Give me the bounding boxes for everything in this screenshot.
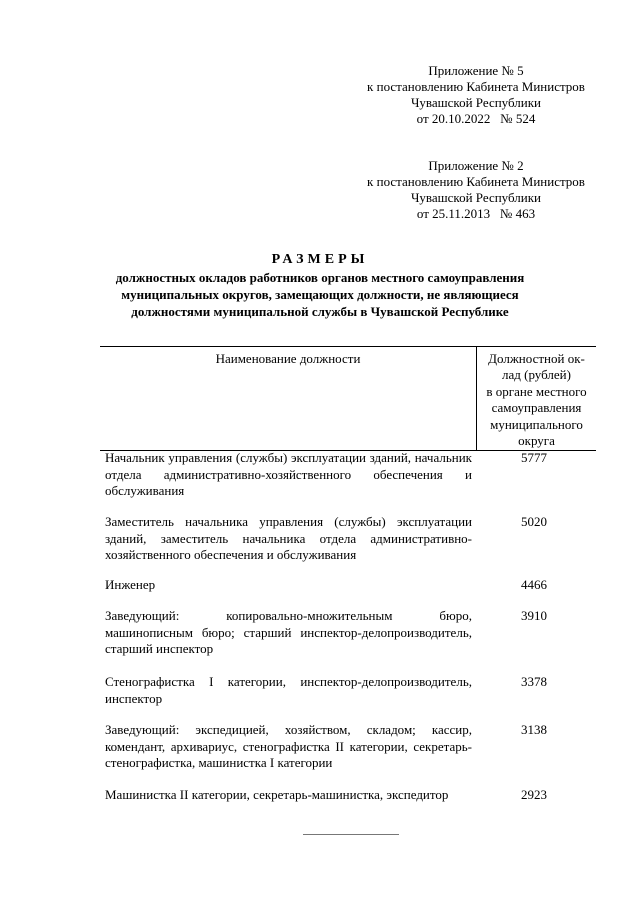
salary-header-line: Должностной ок- [488, 351, 585, 366]
title-line-2: муниципальных округов, замещающих должности, не являющиеся [121, 287, 519, 302]
column-header-salary [476, 347, 596, 450]
table-row [100, 787, 596, 804]
appendix-5-header [356, 63, 596, 127]
appendix-date-number: от 25.11.2013 № 463 [416, 206, 536, 221]
footer-separator [303, 834, 399, 835]
salary-value: 4466 [521, 577, 547, 592]
document-title [60, 251, 580, 320]
salary-value: 3138 [521, 722, 547, 737]
title-main: РАЗМЕРЫ [271, 252, 369, 267]
salary-header-line: округа [518, 433, 555, 449]
position-name: Начальник управления (службы) эксплуатации зданий, начальник отдела административно-хозяйственного обеспечения и обслуживания [105, 450, 472, 498]
position-name: Машинистка II категории, секретарь-машинистка, экспедитор [105, 787, 449, 802]
salary-header-line: лад (рублей) [502, 367, 571, 383]
table-row [100, 608, 596, 658]
appendix-2-header [356, 158, 596, 222]
column-header-position: Наименование должности [215, 351, 361, 366]
salary-table [100, 346, 596, 802]
table-row [100, 722, 596, 772]
position-name: Заведующий: экспедицией, хозяйством, складом; кассир, комендант, архивариус, стенографистка II категории, секретарь-стенографистка, машинистка I категории [105, 722, 472, 770]
appendix-republic: Чувашской Республики [410, 190, 542, 205]
table-row [100, 514, 596, 564]
salary-header-line: в органе местного [486, 383, 587, 399]
position-name: Заместитель начальника управления (службы) эксплуатации зданий, заместитель начальника отдела административно-хозяйственного обеспечения и обслуживания [105, 514, 472, 562]
position-name: Стенографистка I категории, инспектор-делопроизводитель, инспектор [105, 674, 472, 706]
position-name: Заведующий: копировально-множительным бюро, машинописным бюро; старший инспектор-делопроизводитель, старший инспектор [105, 608, 472, 656]
table-row [100, 450, 596, 500]
salary-value: 5020 [521, 514, 547, 529]
appendix-number: Приложение № 2 [428, 158, 524, 173]
title-line-1: должностных окладов работников органов местного самоуправления [115, 270, 525, 285]
appendix-resolution: к постановлению Кабинета Министров [367, 174, 585, 189]
table-row [100, 674, 596, 707]
salary-value: 5777 [521, 450, 547, 465]
appendix-resolution: к постановлению Кабинета Министров [367, 79, 585, 94]
table-header [100, 346, 596, 451]
appendix-republic: Чувашской Республики [410, 95, 542, 110]
salary-value: 3378 [521, 674, 547, 689]
position-name: Инженер [105, 577, 156, 592]
table-row [100, 577, 596, 594]
salary-header-line: муниципального [490, 416, 583, 432]
salary-value: 2923 [521, 787, 547, 802]
appendix-date-number: от 20.10.2022 № 524 [416, 111, 536, 126]
title-line-3: должностями муниципальной службы в Чувашской Республике [131, 304, 509, 319]
appendix-number: Приложение № 5 [428, 63, 524, 78]
salary-header-line: самоуправления [491, 400, 582, 416]
salary-value: 3910 [521, 608, 547, 623]
